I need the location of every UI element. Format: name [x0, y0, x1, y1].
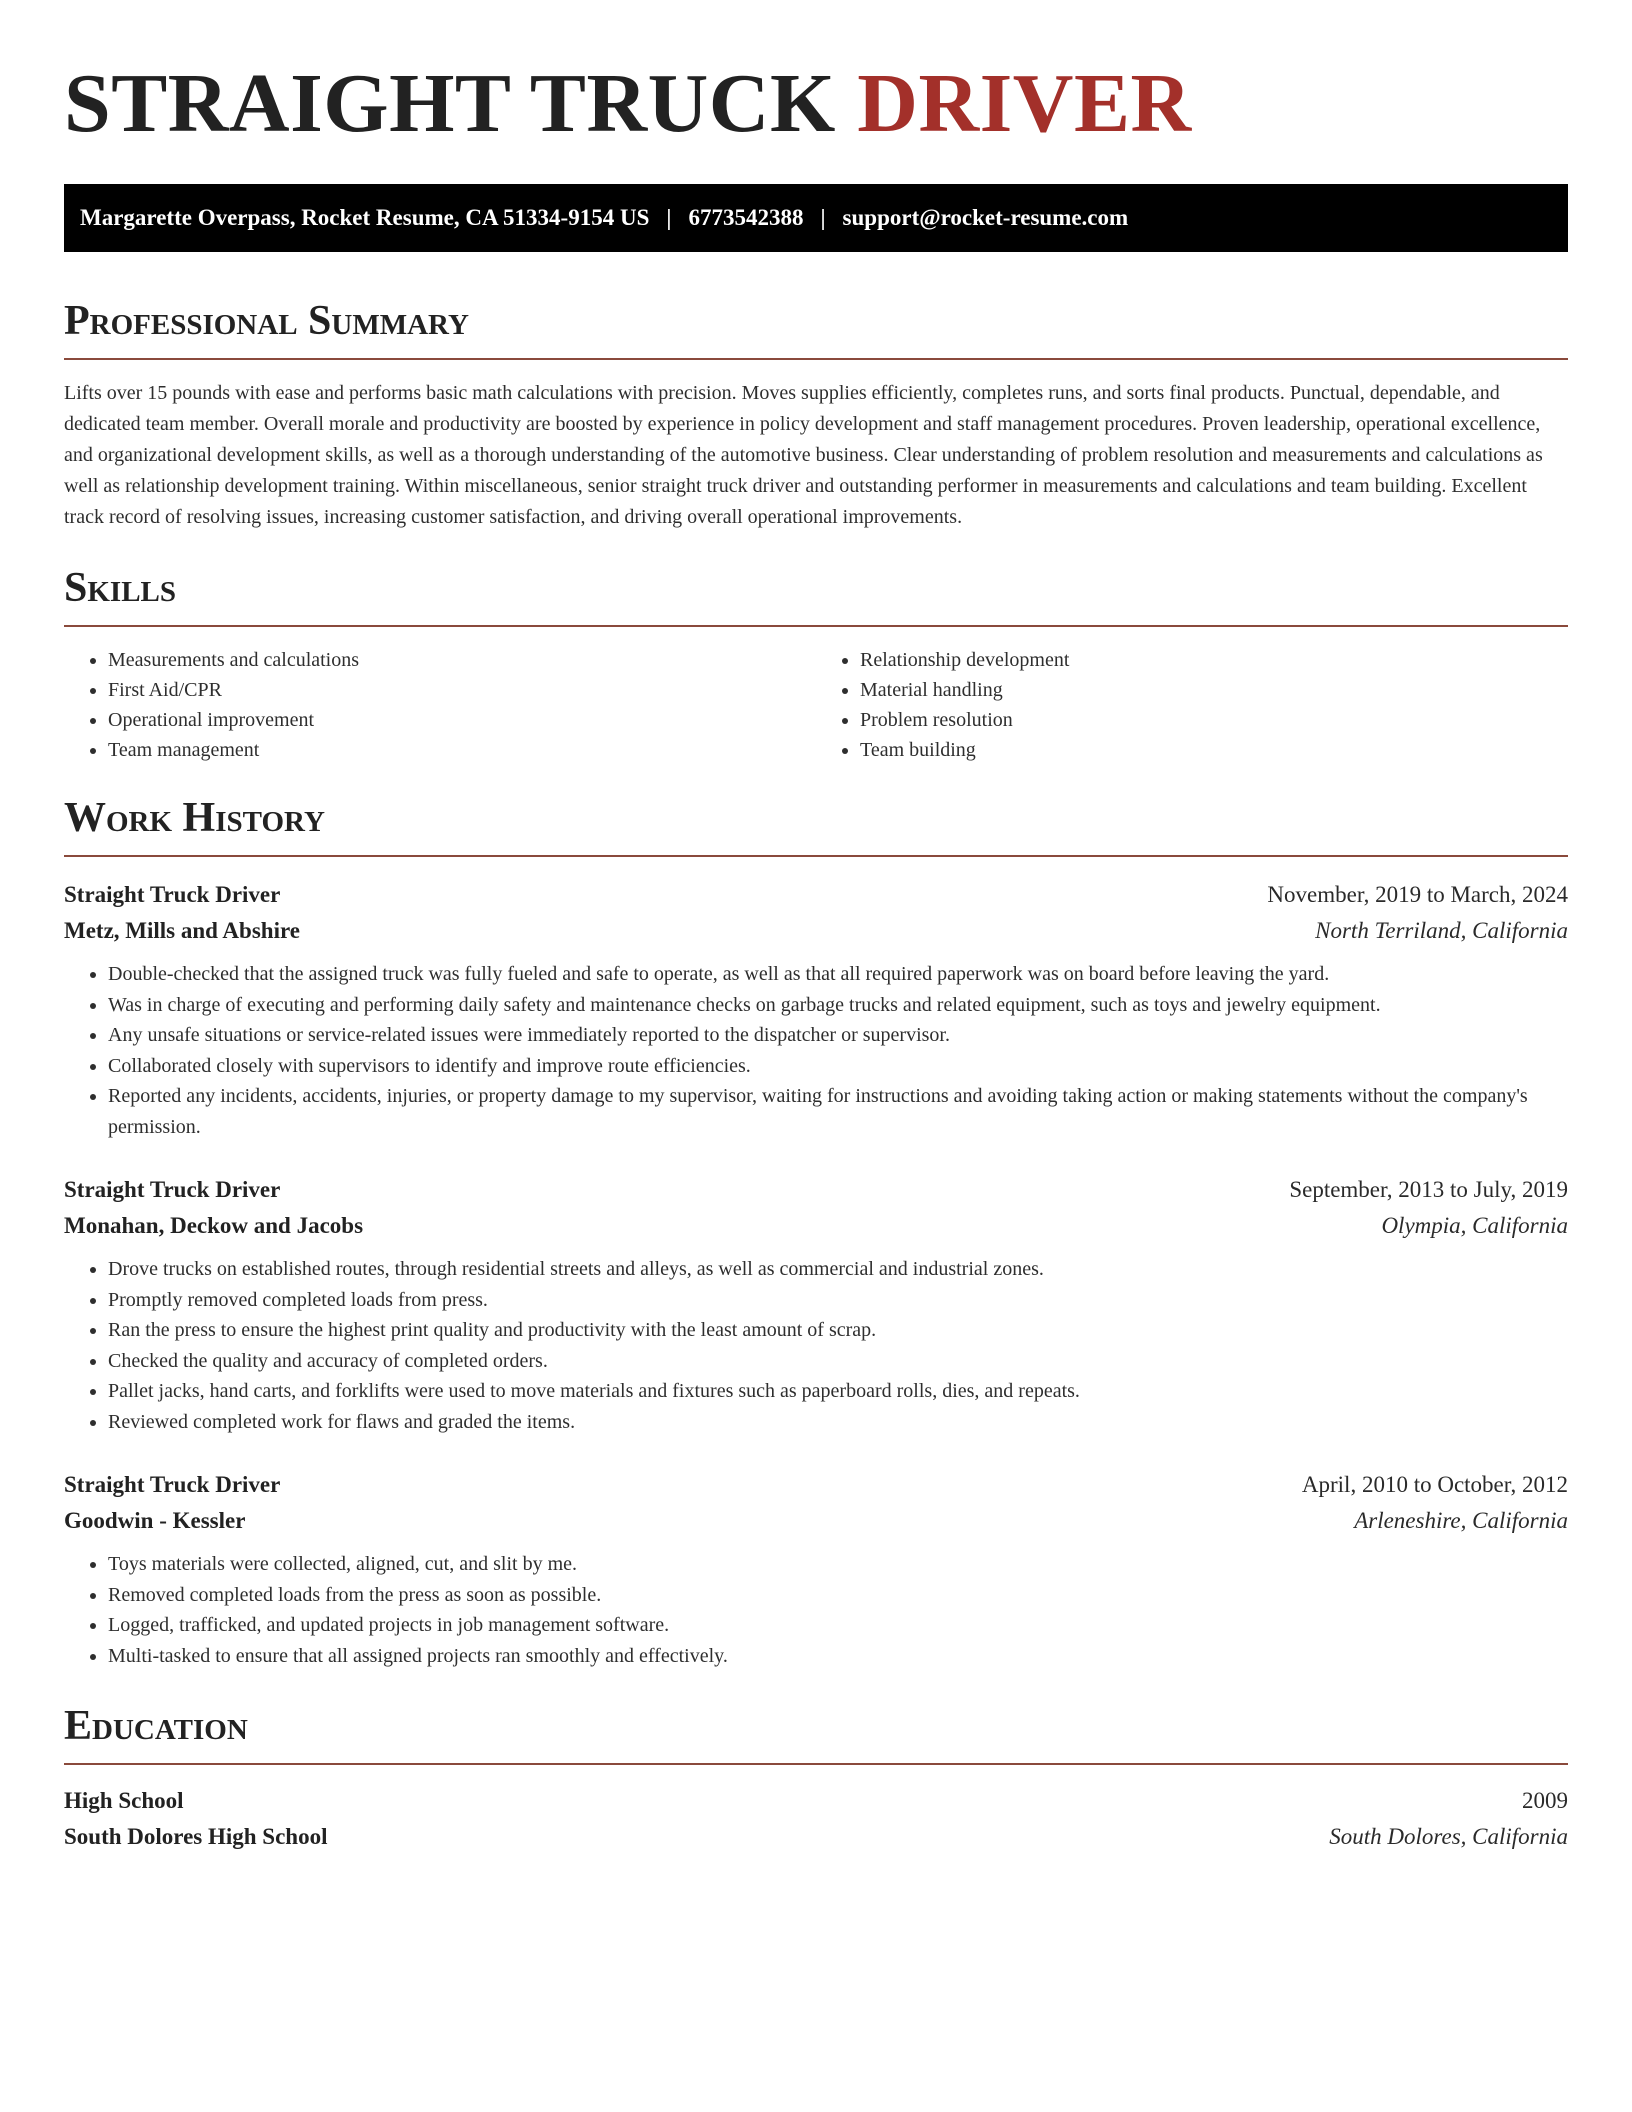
- contact-address: Margarette Overpass, Rocket Resume, CA 51334-9154 US: [80, 205, 650, 230]
- skills-section: [64, 563, 1568, 765]
- job-bullet: • Multi-tasked to ensure that all assigned projects ran smoothly and effectively.: [108, 1641, 1568, 1672]
- contact-separator: |: [666, 205, 672, 230]
- job-bullet: • Was in charge of executing and performing daily safety and maintenance checks on garbage trucks and related equipment, such as toys and jewelry equipment.: [108, 990, 1568, 1021]
- job-location: North Terriland, California: [1315, 918, 1568, 943]
- skill-item: • First Aid/CPR: [108, 675, 816, 705]
- job-title: Straight Truck Driver: [64, 1177, 281, 1202]
- job-bullets: [64, 1254, 1568, 1437]
- skill-item: • Team management: [108, 735, 816, 765]
- job-bullet: • Reviewed completed work for flaws and graded the items.: [108, 1407, 1568, 1438]
- skill-item: • Problem resolution: [860, 705, 1568, 735]
- job-bullets: [64, 959, 1568, 1142]
- job-title: Straight Truck Driver: [64, 1472, 281, 1497]
- job-bullet: • Logged, trafficked, and updated projects in job management software.: [108, 1610, 1568, 1641]
- work-history-section: [64, 793, 1568, 1671]
- skills-column-right: [816, 645, 1568, 765]
- skills-grid: [64, 645, 1568, 765]
- education-school: South Dolores High School: [64, 1824, 328, 1849]
- skill-item: • Material handling: [860, 675, 1568, 705]
- job-company-row: [64, 1208, 1568, 1244]
- job-company-row: [64, 1503, 1568, 1539]
- job-dates: November, 2019 to March, 2024: [1267, 882, 1568, 907]
- job-bullet: • Ran the press to ensure the highest print quality and productivity with the least amount of scrap.: [108, 1315, 1568, 1346]
- education-school-row: [64, 1819, 1568, 1855]
- job-bullet: • Removed completed loads from the press as soon as possible.: [108, 1580, 1568, 1611]
- skill-item: • Operational improvement: [108, 705, 816, 735]
- job-company: Metz, Mills and Abshire: [64, 918, 300, 943]
- job-header-row: [64, 1467, 1568, 1503]
- job-bullets: [64, 1549, 1568, 1671]
- skill-item: • Relationship development: [860, 645, 1568, 675]
- education-location: South Dolores, California: [1329, 1824, 1568, 1849]
- contact-bar: [64, 184, 1568, 252]
- section-heading-work-history: Work History: [64, 793, 1568, 857]
- skill-item: • Measurements and calculations: [108, 645, 816, 675]
- education-entry: [64, 1783, 1568, 1855]
- education-degree: High School: [64, 1788, 184, 1813]
- job-company: Goodwin - Kessler: [64, 1508, 246, 1533]
- education-section: [64, 1701, 1568, 1855]
- contact-separator: |: [820, 205, 826, 230]
- resume-title: [64, 56, 1568, 152]
- job-entry: [64, 1172, 1568, 1437]
- skills-column-left: [64, 645, 816, 765]
- job-company: Monahan, Deckow and Jacobs: [64, 1213, 364, 1238]
- summary-section: [64, 296, 1568, 533]
- education-degree-row: [64, 1783, 1568, 1819]
- job-company-row: [64, 913, 1568, 949]
- job-bullet: • Checked the quality and accuracy of completed orders.: [108, 1346, 1568, 1377]
- job-header-row: [64, 1172, 1568, 1208]
- job-bullet: • Any unsafe situations or service-related issues were immediately reported to the dispatcher or supervisor.: [108, 1020, 1568, 1051]
- section-heading-skills: Skills: [64, 563, 1568, 627]
- job-entry: [64, 1467, 1568, 1671]
- job-bullet: • Pallet jacks, hand carts, and forklifts were used to move materials and fixtures such as paperboard rolls, dies, and repeats.: [108, 1376, 1568, 1407]
- job-entry: [64, 877, 1568, 1142]
- job-bullet: • Reported any incidents, accidents, injuries, or property damage to my supervisor, waiting for instructions and avoiding taking action or making statements without the company's permission.: [108, 1081, 1568, 1142]
- job-location: Arleneshire, California: [1354, 1508, 1568, 1533]
- job-dates: April, 2010 to October, 2012: [1301, 1472, 1568, 1497]
- title-accent: DRIVER: [857, 57, 1192, 150]
- contact-email: support@rocket-resume.com: [842, 205, 1129, 230]
- contact-phone: 6773542388: [688, 205, 804, 230]
- job-bullet: • Drove trucks on established routes, through residential streets and alleys, as well as commercial and industrial zones.: [108, 1254, 1568, 1285]
- job-bullet: • Promptly removed completed loads from press.: [108, 1285, 1568, 1316]
- job-location: Olympia, California: [1381, 1213, 1568, 1238]
- education-year: 2009: [1522, 1788, 1568, 1813]
- job-bullet: • Double-checked that the assigned truck was fully fueled and safe to operate, as well as that all required paperwork was on board before leaving the yard.: [108, 959, 1568, 990]
- job-header-row: [64, 877, 1568, 913]
- section-heading-summary: Professional Summary: [64, 296, 1568, 360]
- summary-text: Lifts over 15 pounds with ease and performs basic math calculations with precision. Moves supplies efficiently, completes runs, and sorts final products. Punctual, dependable, and dedicated team member. Overall morale and productivity are boosted by experience in policy development and staff management procedures. Proven leadership, operational excellence, and organizational development skills, as well as a thorough understanding of the automotive business. Clear understanding of problem resolution and measurements and calculations as well as relationship development training. Within miscellaneous, senior straight truck driver and outstanding performer in measurements and calculations and team building. Excellent track record of resolving issues, increasing customer satisfaction, and driving overall operational improvements.: [64, 382, 1543, 528]
- job-title: Straight Truck Driver: [64, 882, 281, 907]
- title-main: STRAIGHT TRUCK: [64, 57, 836, 150]
- job-dates: September, 2013 to July, 2019: [1289, 1177, 1568, 1202]
- job-bullet: • Collaborated closely with supervisors to identify and improve route efficiencies.: [108, 1051, 1568, 1082]
- job-bullet: • Toys materials were collected, aligned, cut, and slit by me.: [108, 1549, 1568, 1580]
- skill-item: • Team building: [860, 735, 1568, 765]
- section-heading-education: Education: [64, 1701, 1568, 1765]
